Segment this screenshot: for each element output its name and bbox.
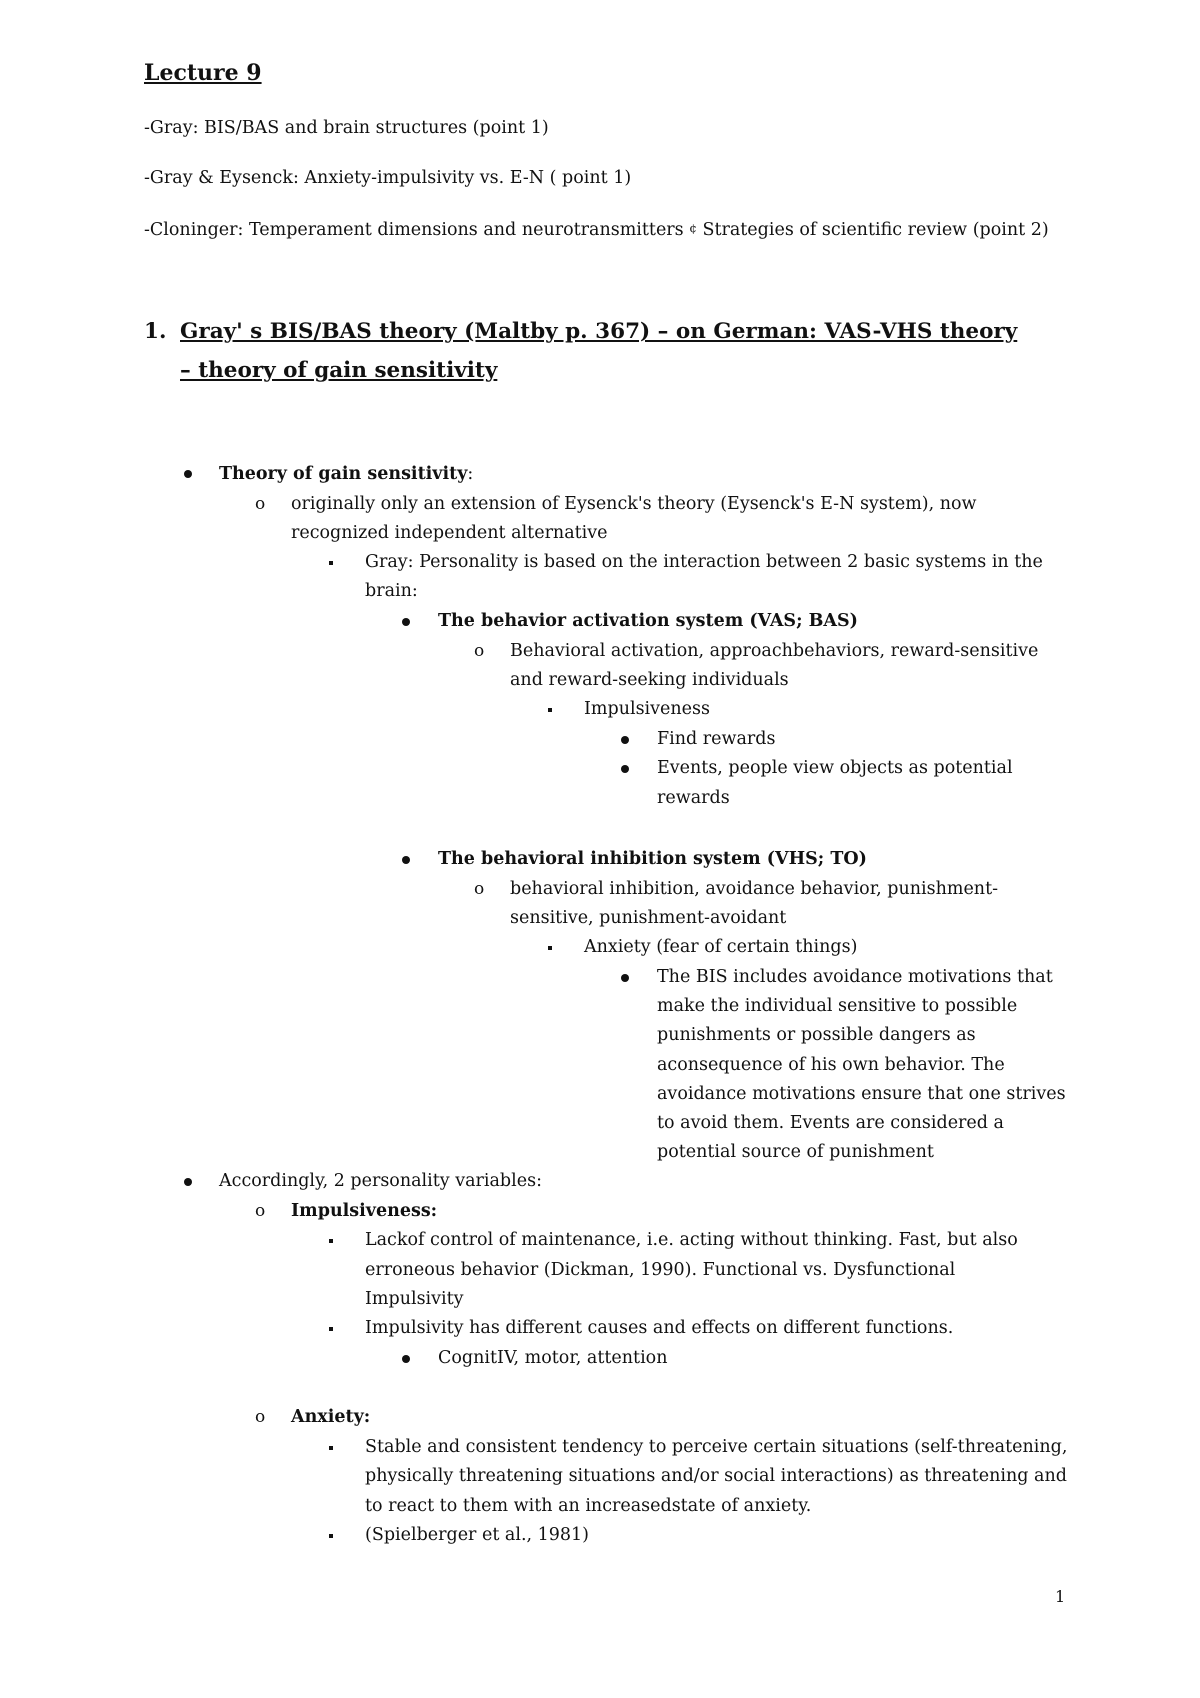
lack-of-control-line-1: Lackof control of maintenance, i.e. acting without thinking. Fast, but also: [365, 1230, 1018, 1250]
bullet-square-icon: [329, 1239, 333, 1243]
cloninger-text-2: Strategies of scientific review (point 2): [702, 220, 1049, 240]
stable-tendency-line-1: Stable and consistent tendency to perceive certain situations (self-threatening,: [365, 1437, 1068, 1457]
bullet-square-icon: [329, 561, 333, 565]
bas-description-line-2: and reward-seeking individuals: [510, 670, 789, 690]
section-heading-line-1: Gray' s BIS/BAS theory (Maltby p. 367) – on German: VAS-VHS theory: [180, 319, 1018, 344]
bullet-dot-icon: [402, 856, 410, 864]
bas-title: The behavior activation system (VAS; BAS): [438, 611, 858, 631]
bis-text-line: aconsequence of his own behavior. The: [657, 1055, 1005, 1075]
bis-text-line: to avoid them. Events are considered a: [657, 1113, 1004, 1133]
bullet-dot-icon: [184, 470, 192, 478]
section-heading-line-2: – theory of gain sensitivity: [180, 358, 498, 383]
bullet-ring-icon: o: [255, 1407, 266, 1427]
bis-description-line-1: behavioral inhibition, avoidance behavior, punishment-: [510, 879, 999, 899]
intro-line-gray-eysenck: -Gray & Eysenck: Anxiety-impulsivity vs. E-N ( point 1): [144, 168, 632, 188]
bullet-ring-icon: o: [255, 494, 266, 514]
originally-line-2: recognized independent alternative: [291, 523, 608, 543]
lack-of-control-line-2: erroneous behavior (Dickman, 1990). Functional vs. Dysfunctional: [365, 1260, 956, 1280]
events-rewards-line-1: Events, people view objects as potential: [657, 758, 1013, 778]
page-number: 1: [1055, 1587, 1066, 1606]
bullet-dot-icon: [402, 618, 410, 626]
intro-line-cloninger: [144, 214, 1049, 245]
bullet-ring-icon: o: [474, 879, 485, 899]
bis-text-line: punishments or possible dangers as: [657, 1025, 976, 1045]
bis-text-line: make the individual sensitive to possible: [657, 996, 1018, 1016]
intro-line-gray: -Gray: BIS/BAS and brain structures (point 1): [144, 118, 549, 138]
lecture-title: Lecture 9: [144, 60, 262, 86]
bullet-ring-icon: o: [474, 641, 485, 661]
bis-title: The behavioral inhibition system (VHS; TO): [438, 849, 867, 869]
events-rewards-line-2: rewards: [657, 788, 730, 808]
bullet-dot-icon: [621, 974, 629, 982]
gray-personality-line-1: Gray: Personality is based on the interaction between 2 basic systems in the: [365, 552, 1043, 572]
bullet-square-icon: [548, 708, 552, 712]
bullet-dot-icon: [621, 736, 629, 744]
stable-tendency-line-3: to react to them with an increasedstate of anxiety.: [365, 1496, 812, 1516]
gain-sensitivity-item: [219, 460, 473, 489]
cognitiv-item: CognitIV, motor, attention: [438, 1348, 668, 1368]
gain-sensitivity-colon: :: [467, 464, 474, 484]
cloninger-text: -Cloninger: Temperament dimensions and neurotransmitters: [144, 220, 684, 240]
stable-tendency-line-2: physically threatening situations and/or social interactions) as threatening and: [365, 1466, 1067, 1486]
bullet-dot-icon: [184, 1178, 192, 1186]
find-rewards-item: Find rewards: [657, 729, 776, 749]
gray-personality-line-2: brain:: [365, 581, 418, 601]
spielberger-citation: (Spielberger et al., 1981): [365, 1525, 590, 1545]
bis-text-line: The BIS includes avoidance motivations that: [657, 967, 1053, 987]
impulsivity-causes-item: Impulsivity has different causes and effects on different functions.: [365, 1318, 954, 1338]
bullet-dot-icon: [621, 765, 629, 773]
bullet-square-icon: [548, 946, 552, 950]
bullet-dot-icon: [402, 1355, 410, 1363]
originally-line-1: originally only an extension of Eysenck's theory (Eysenck's E-N system), now: [291, 494, 977, 514]
bullet-square-icon: [329, 1446, 333, 1450]
bis-description-line-2: sensitive, punishment-avoidant: [510, 908, 787, 928]
impulsiveness-item: Impulsiveness: [584, 699, 710, 719]
bullet-square-icon: [329, 1534, 333, 1538]
bis-text-line: potential source of punishment: [657, 1142, 934, 1162]
anxiety-fear-item: Anxiety (fear of certain things): [584, 937, 858, 957]
section-number: 1.: [144, 319, 167, 344]
accordingly-item: Accordingly, 2 personality variables:: [219, 1171, 542, 1191]
arrow-glyph-icon: ¢: [689, 221, 697, 235]
bullet-ring-icon: o: [255, 1201, 266, 1221]
bullet-square-icon: [329, 1327, 333, 1331]
impulsiveness-heading: Impulsiveness:: [291, 1201, 438, 1221]
lack-of-control-line-3: Impulsivity: [365, 1289, 464, 1309]
gain-sensitivity-label: Theory of gain sensitivity: [219, 464, 468, 484]
anxiety-heading: Anxiety:: [291, 1407, 371, 1427]
bis-text-line: avoidance motivations ensure that one strives: [657, 1084, 1066, 1104]
bas-description-line-1: Behavioral activation, approachbehaviors, reward-sensitive: [510, 641, 1039, 661]
